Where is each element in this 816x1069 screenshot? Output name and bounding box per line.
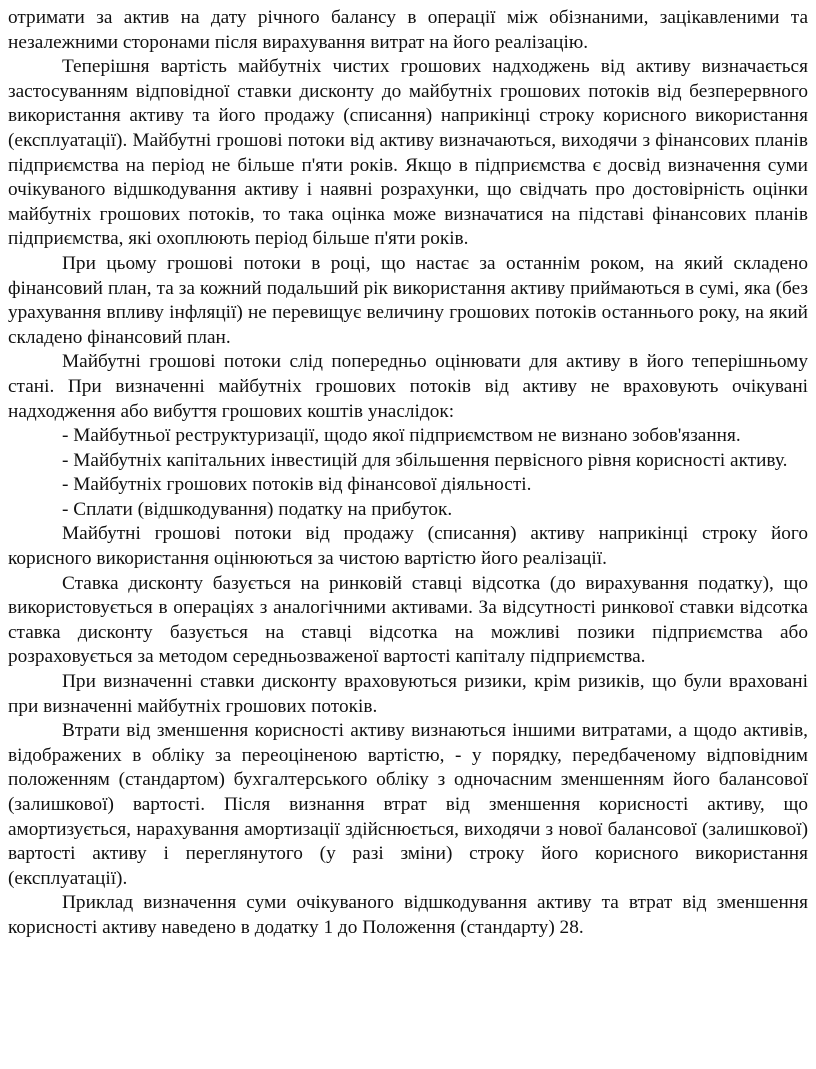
paragraph-current-state: Майбутні грошові потоки слід попередньо оцінювати для активу в його теперішньому стані. При визначенні майбутніх грошових потоків від активу не враховують очікувані надходження або вибуття грошових коштів унаслідок: — [8, 351, 808, 422]
paragraph-discount-risks: При визначенні ставки дисконту враховуються ризики, крім ризиків, що були враховані при визначенні майбутніх грошових потоків. — [8, 671, 808, 717]
paragraph-impairment-losses: Втрати від зменшення корисності активу визнаються іншими витратами, а щодо активів, відображених в обліку за переоціненою вартістю, - у порядку, передбаченому відповідним положенням (стандартом) бухгалтерського обліку з одночасним зменшенням його балансової (залишкової) вартості. Після визнання втрат від зменшення корисності активу, що амортизується, нарахування амортизації здійснюється, виходячи з нової балансової (залишкової) вартості активу і переглянутого (у разі зміни) строку його корисного використання (експлуатації). — [8, 720, 808, 889]
paragraph-discount-rate: Ставка дисконту базується на ринковій ставці відсотка (до вирахування податку), що використовується в операціях з аналогічними активами. За відсутності ринкової ставки відсотка ставка дисконту базується на ставці відсотка на можливі позики підприємства або розраховується за методом середньозваженої вартості капіталу підприємства. — [8, 572, 808, 668]
paragraph-cash-flows-after-plan: При цьому грошові потоки в році, що настає за останнім роком, на який складено фінансовий план, та за кожний подальший рік використання активу приймаються в сумі, яка (без урахування впливу інфляції) не перевищує величину грошових потоків останнього року, на який складено фінансовий план. — [8, 252, 808, 348]
paragraph-present-value: Теперішня вартість майбутніх чистих грошових надходжень від активу визначається застосуванням відповідної ставки дисконту до майбутніх грошових потоків від безперервного використання активу та його продажу (списання) наприкінці строку корисного використання (експлуатації). Майбутні грошові потоки від активу визначаються, виходячи з фінансових планів підприємства на період не більше п'яти років. Якщо в підприємства є досвід визначення суми очікуваного відшкодування активу і наявні розрахунки, що свідчать про достовірність оцінки майбутніх грошових потоків, то така оцінка може визначатися на підставі фінансових планів підприємства, які охоплюють період більше п'яти років. — [8, 56, 808, 250]
list-item-income-tax: - Сплати (відшкодування) податку на прибуток. — [62, 498, 453, 520]
list-item-capital-investments: - Майбутніх капітальних інвестицій для збільшення первісного рівня корисності активу. — [62, 449, 788, 471]
paragraph-disposal-cash-flows: Майбутні грошові потоки від продажу (списання) активу наприкінці строку його корисного використання оцінюються за чистою вартістю його реалізації. — [8, 523, 808, 570]
paragraph-example-reference: Приклад визначення суми очікуваного відшкодування активу та втрат від зменшення корисності активу наведено в додатку 1 до Положення (стандарту) 28. — [8, 892, 808, 938]
list-item-restructuring: - Майбутньої реструктуризації, щодо якої підприємством не визнано зобов'язання. — [62, 425, 741, 447]
list-item-financing-cash-flows: - Майбутніх грошових потоків від фінансової діяльності. — [62, 474, 532, 496]
paragraph-continuation: отримати за актив на дату річного балансу в операції між обізнаними, зацікавленими та незалежними сторонами після вирахування витрат на його реалізацію. — [8, 7, 808, 53]
